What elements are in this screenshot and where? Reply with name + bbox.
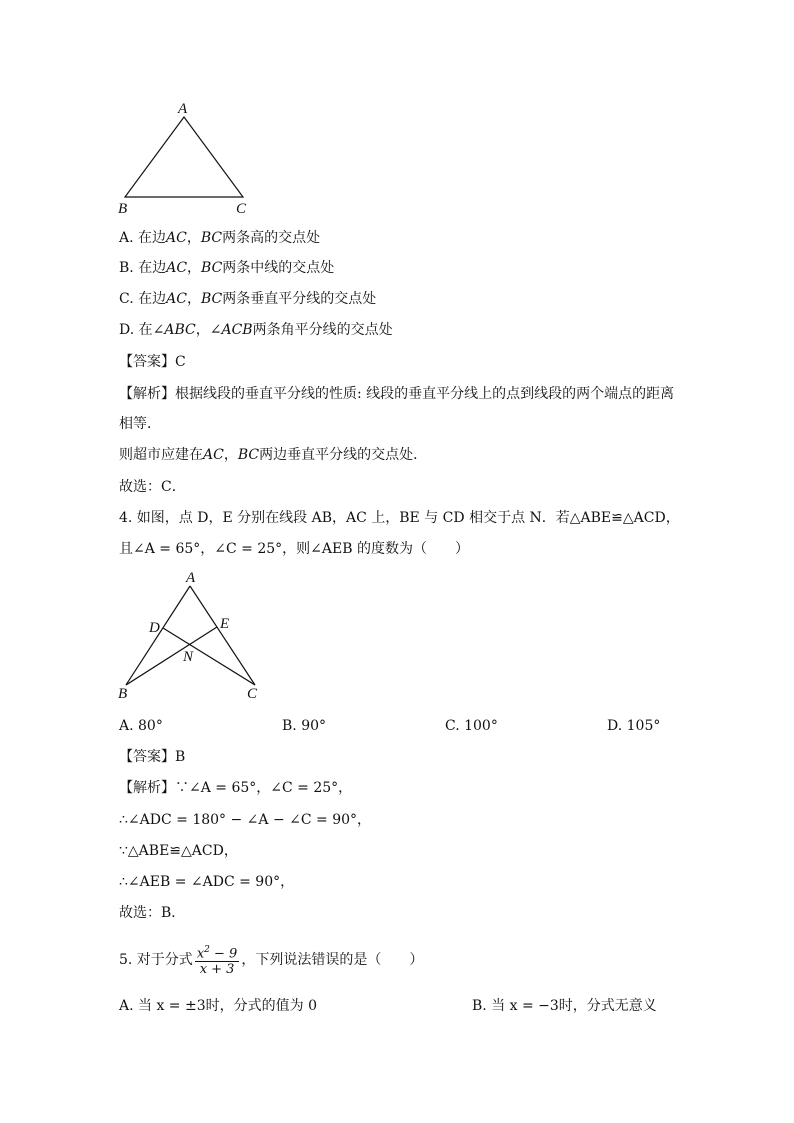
label-b: B [118, 686, 128, 702]
q4-option-d: D. 105° [607, 718, 661, 734]
label-a: A [186, 570, 196, 586]
q3-analysis-line2: 相等． [119, 416, 161, 432]
q4-analysis-line1: 【解析】∵∠A = 65°，∠C = 25°， [119, 780, 353, 796]
q4-analysis-line2: ∴∠ADC = 180° − ∠A − ∠C = 90°， [119, 812, 372, 828]
q4-analysis-line4: ∴∠AEB = ∠ADC = 90°， [119, 874, 295, 890]
q3-option-a: A. 在边AC，BC两条高的交点处 [119, 230, 321, 246]
segment-cd [163, 628, 255, 685]
q5-option-a: A. 当 x = ±3时，分式的值为 0 [119, 998, 317, 1014]
label-n: N [183, 649, 194, 665]
label-c: C [236, 201, 247, 217]
q3-answer: 【答案】C [119, 354, 186, 370]
q4-answer: 【答案】B [119, 749, 186, 765]
q3-analysis-line1: 【解析】根据线段的垂直平分线的性质: 线段的垂直平分线上的点到线段的两个端点的距离 [119, 386, 675, 402]
label-b: B [118, 201, 128, 217]
q5-option-b: B. 当 x = −3时，分式无意义 [472, 998, 657, 1014]
q4-option-a: A. 80° [119, 718, 163, 734]
q3-analysis-line3: 则超市应建在AC，BC两边垂直平分线的交点处． [119, 447, 428, 463]
q3-choose: 故选：C． [119, 479, 186, 495]
label-a: A [178, 101, 188, 117]
label-c: C [247, 686, 258, 702]
q5-stem: 5. 对于分式 $\frac{x^2 - 9}{x + 3}$ ，下列说法错误的是（ ） [119, 945, 424, 978]
q3-option-c: C. 在边AC，BC两条垂直平分线的交点处 [119, 291, 377, 307]
q3-option-d: D. 在∠ABC，∠ACB两条角平分线的交点处 [119, 322, 393, 338]
q4-analysis-line3: ∵△ABE≌△ACD， [119, 843, 238, 859]
segment-ac [190, 586, 255, 685]
q4-option-b: B. 90° [282, 718, 327, 734]
q4-stem-line1: 4. 如图，点 D，E 分别在线段 AB，AC 上，BE 与 CD 相交于点 N．若△ABE≌△ACD， [119, 510, 680, 526]
q4-stem-line2: 且∠A = 65°，∠C = 25°，则∠AEB 的度数为（ ） [119, 541, 469, 557]
q5-fraction: $\frac{x^2 - 9}{x + 3}$ [196, 945, 238, 978]
q3-option-b: B. 在边AC，BC两条中线的交点处 [119, 260, 335, 276]
segment-be [126, 627, 217, 685]
label-e: E [220, 616, 230, 632]
label-d: D [149, 620, 160, 636]
q4-option-c: C. 100° [445, 718, 498, 734]
q4-choose: 故选：B． [119, 905, 186, 921]
